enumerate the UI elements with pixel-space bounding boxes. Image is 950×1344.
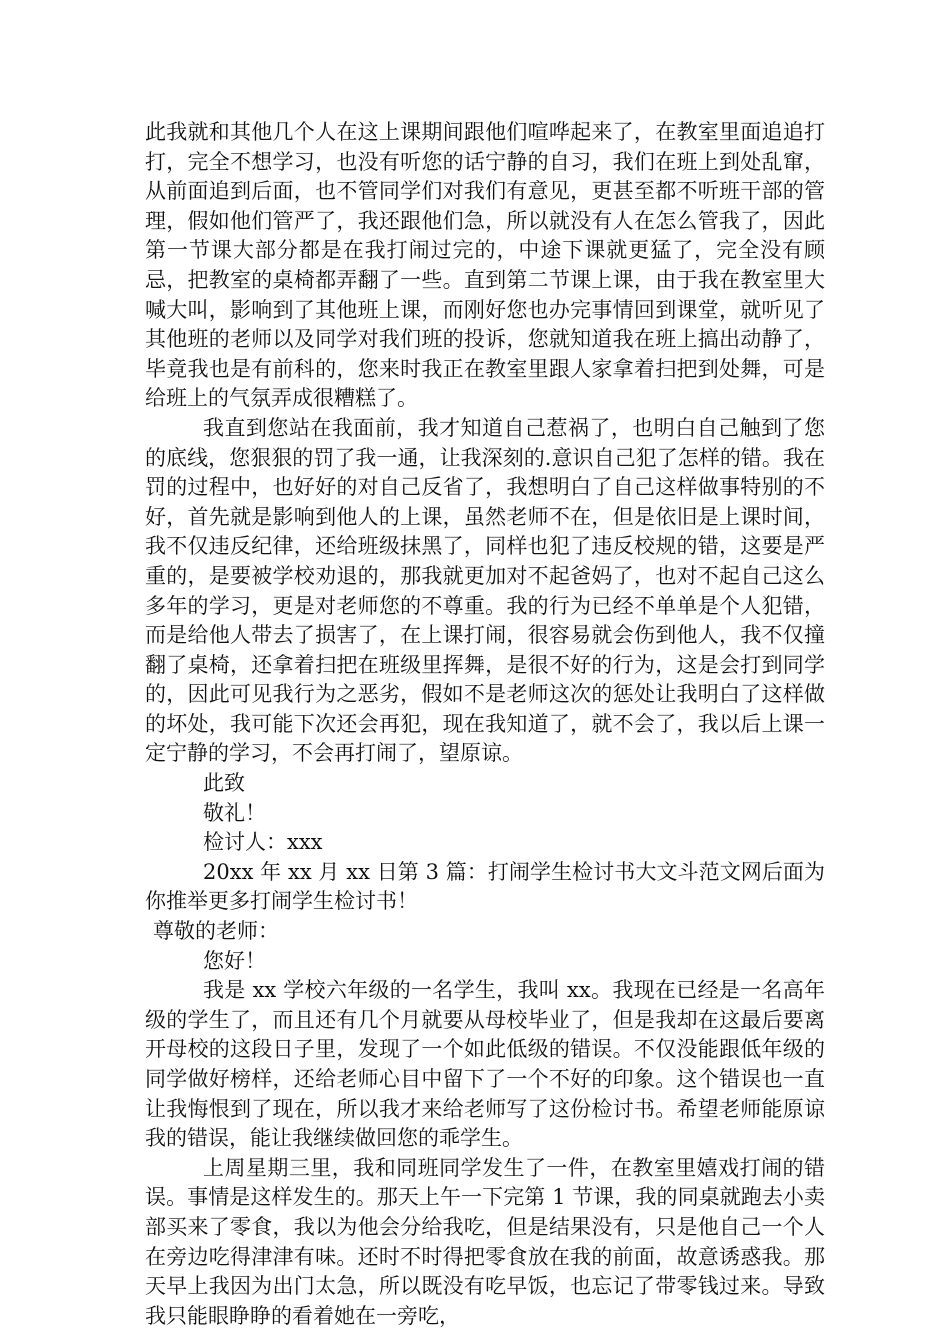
paragraph-incident: 上周星期三里，我和同班同学发生了一件，在教室里嬉戏打闹的错误。事情是这样发生的。那天上午一下完第 1 节课，我的同桌就跑去小卖部买来了零食，我以为他会分给我吃，但是结果没有，只是他自己一个人在旁边吃得津津有味。还时不时得把零食放在我的前面，故意诱惑我。那天早上我因为出门太急，所以既没有吃早饭，也忘记了带零钱过来。导致我只能眼睁睁的看着她在一旁吃， — [145, 1155, 825, 1328]
paragraph-introduction: 我是 xx 学校六年级的一名学生，我叫 xx。我现在已经是一名高年级的学生了，而且还有几个月就要从母校毕业了，但是我却在这最后要离开母校的这段日子里，发现了一个如此低级的错误。不仅没能跟低年级的同学做好榜样，还给老师心目中留下了一个不好的印象。这个错误也一直让我悔恨到了现在，所以我才来给老师写了这份检讨书。希望老师能原谅我的错误，能让我继续做回您的乖学生。 — [145, 978, 825, 1151]
document-body — [145, 118, 825, 1331]
salutation: 尊敬的老师： — [153, 919, 279, 944]
paragraph-reflection: 我直到您站在我面前，我才知道自己惹祸了，也明白自己触到了您的底线，您狠狠的罚了我一通，让我深刻的.意识自己犯了怎样的错。我在罚的过程中，也好好的对自己反省了，我想明白了自己这样做事特别的不好，首先就是影响到他人的上课，虽然老师不在，但是依旧是上课时间，我不仅违反纪律，还给班级抹黑了，同样也犯了违反校规的错，这要是严重的，是要被学校劝退的，那我就更加对不起爸妈了，也对不起自己这么多年的学习，更是对老师您的不尊重。我的行为已经不单单是个人犯错，而是给他人带去了损害了，在上课打闹，很容易就会伤到他人，我不仅撞翻了桌椅，还拿着扫把在班级里挥舞，是很不好的行为，这是会打到同学的，因此可见我行为之恶劣，假如不是老师这次的惩处让我明白了这样做的坏处，我可能下次还会再犯，现在我知道了，就不会了，我以后上课一定宁静的学习，不会再打闹了，望原谅。 — [145, 415, 825, 766]
date-and-next-article: 20xx 年 xx 月 xx 日第 3 篇：打闹学生检讨书大文斗范文网后面为你推举更多打闹学生检讨书！ — [145, 859, 825, 914]
greeting: 您好！ — [203, 948, 266, 973]
signature-line: 检讨人：xxx — [203, 830, 323, 855]
closing-cizhi: 此致 — [203, 771, 245, 796]
paragraph-continuation: 此我就和其他几个人在这上课期间跟他们喧哗起来了，在教室里面追追打打，完全不想学习，也没有听您的话宁静的自习，我们在班上到处乱窜，从前面追到后面，也不管同学们对我们有意见，更甚至都不听班干部的管理，假如他们管严了，我还跟他们急，所以就没有人在怎么管我了，因此第一节课大部分都是在我打闹过完的，中途下课就更猛了，完全没有顾忌，把教室的桌椅都弄翻了一些。直到第二节课上课，由于我在教室里大喊大叫，影响到了其他班上课，而刚好您也办完事情回到课堂，就听见了其他班的老师以及同学对我们班的投诉，您就知道我在班上搞出动静了，毕竟我也是有前科的，您来时我正在教室里跟人家拿着扫把到处舞，可是给班上的气氛弄成很糟糕了。 — [145, 120, 825, 411]
closing-jingli: 敬礼！ — [203, 800, 266, 825]
